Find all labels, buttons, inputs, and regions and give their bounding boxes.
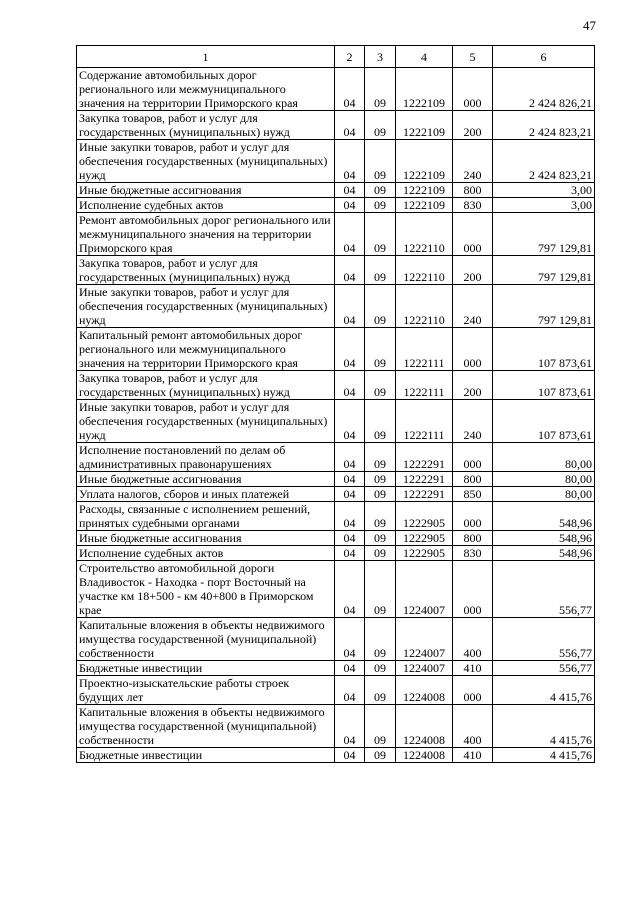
expense-type-code: 200 — [453, 256, 493, 285]
section-code: 04 — [335, 111, 365, 140]
target-article-code: 1224007 — [396, 561, 453, 618]
section-code: 04 — [335, 531, 365, 546]
amount: 797 129,81 — [493, 256, 595, 285]
amount: 4 415,76 — [493, 748, 595, 763]
table-row — [77, 561, 595, 618]
column-header: 4 — [396, 46, 453, 68]
item-name: Капитальные вложения в объекты недвижимого имущества государственной (муниципальной) собственности — [77, 618, 335, 661]
item-name: Иные бюджетные ассигнования — [77, 531, 335, 546]
column-header: 2 — [335, 46, 365, 68]
section-code: 04 — [335, 198, 365, 213]
expense-type-code: 200 — [453, 111, 493, 140]
subsection-code: 09 — [365, 111, 396, 140]
target-article-code: 1222291 — [396, 443, 453, 472]
amount: 548,96 — [493, 546, 595, 561]
expense-type-code: 850 — [453, 487, 493, 502]
column-header: 3 — [365, 46, 396, 68]
table-row — [77, 472, 595, 487]
amount: 3,00 — [493, 198, 595, 213]
subsection-code: 09 — [365, 487, 396, 502]
expense-type-code: 000 — [453, 68, 493, 111]
amount: 2 424 823,21 — [493, 111, 595, 140]
amount: 556,77 — [493, 561, 595, 618]
amount: 548,96 — [493, 502, 595, 531]
item-name: Исполнение судебных актов — [77, 546, 335, 561]
amount: 80,00 — [493, 487, 595, 502]
section-code: 04 — [335, 285, 365, 328]
subsection-code: 09 — [365, 198, 396, 213]
amount: 80,00 — [493, 443, 595, 472]
expense-type-code: 800 — [453, 183, 493, 198]
section-code: 04 — [335, 328, 365, 371]
target-article-code: 1222110 — [396, 213, 453, 256]
column-header: 5 — [453, 46, 493, 68]
table-body — [77, 68, 595, 763]
item-name: Иные закупки товаров, работ и услуг для обеспечения государственных (муниципальных) нужд — [77, 140, 335, 183]
amount: 556,77 — [493, 618, 595, 661]
section-code: 04 — [335, 213, 365, 256]
section-code: 04 — [335, 546, 365, 561]
table-row — [77, 661, 595, 676]
target-article-code: 1222905 — [396, 531, 453, 546]
amount: 2 424 823,21 — [493, 140, 595, 183]
subsection-code: 09 — [365, 561, 396, 618]
table-row — [77, 618, 595, 661]
expense-type-code: 240 — [453, 140, 493, 183]
section-code: 04 — [335, 256, 365, 285]
subsection-code: 09 — [365, 140, 396, 183]
subsection-code: 09 — [365, 705, 396, 748]
table-row — [77, 328, 595, 371]
amount: 80,00 — [493, 472, 595, 487]
subsection-code: 09 — [365, 676, 396, 705]
amount: 3,00 — [493, 183, 595, 198]
subsection-code: 09 — [365, 748, 396, 763]
amount: 2 424 826,21 — [493, 68, 595, 111]
item-name: Содержание автомобильных дорог регионального или межмуниципального значения на территории Приморского края — [77, 68, 335, 111]
subsection-code: 09 — [365, 531, 396, 546]
section-code: 04 — [335, 472, 365, 487]
amount: 548,96 — [493, 531, 595, 546]
subsection-code: 09 — [365, 256, 396, 285]
item-name: Иные бюджетные ассигнования — [77, 183, 335, 198]
expense-type-code: 000 — [453, 561, 493, 618]
table-row — [77, 400, 595, 443]
item-name: Ремонт автомобильных дорог регионального или межмуниципального значения на территории Приморского края — [77, 213, 335, 256]
item-name: Исполнение постановлений по делам об административных правонарушениях — [77, 443, 335, 472]
table-row — [77, 111, 595, 140]
table-row — [77, 531, 595, 546]
section-code: 04 — [335, 140, 365, 183]
expense-type-code: 410 — [453, 748, 493, 763]
target-article-code: 1222905 — [396, 546, 453, 561]
amount: 107 873,61 — [493, 400, 595, 443]
table-row — [77, 140, 595, 183]
amount: 107 873,61 — [493, 328, 595, 371]
section-code: 04 — [335, 400, 365, 443]
table-row — [77, 487, 595, 502]
expense-type-code: 200 — [453, 371, 493, 400]
expense-type-code: 800 — [453, 472, 493, 487]
expense-type-code: 240 — [453, 400, 493, 443]
amount: 797 129,81 — [493, 213, 595, 256]
item-name: Расходы, связанные с исполнением решений, принятых судебными органами — [77, 502, 335, 531]
table-header-row — [77, 46, 595, 68]
section-code: 04 — [335, 487, 365, 502]
item-name: Иные закупки товаров, работ и услуг для обеспечения государственных (муниципальных) нужд — [77, 285, 335, 328]
target-article-code: 1222109 — [396, 68, 453, 111]
item-name: Иные бюджетные ассигнования — [77, 472, 335, 487]
section-code: 04 — [335, 561, 365, 618]
target-article-code: 1222291 — [396, 472, 453, 487]
item-name: Капитальные вложения в объекты недвижимого имущества государственной (муниципальной) собственности — [77, 705, 335, 748]
section-code: 04 — [335, 443, 365, 472]
target-article-code: 1224008 — [396, 676, 453, 705]
table-row — [77, 748, 595, 763]
subsection-code: 09 — [365, 443, 396, 472]
item-name: Закупка товаров, работ и услуг для государственных (муниципальных) нужд — [77, 111, 335, 140]
subsection-code: 09 — [365, 285, 396, 328]
amount: 4 415,76 — [493, 676, 595, 705]
expense-type-code: 410 — [453, 661, 493, 676]
item-name: Капитальный ремонт автомобильных дорог регионального или межмуниципального значения на территории Приморского края — [77, 328, 335, 371]
column-header: 6 — [493, 46, 595, 68]
target-article-code: 1224008 — [396, 748, 453, 763]
section-code: 04 — [335, 661, 365, 676]
subsection-code: 09 — [365, 183, 396, 198]
section-code: 04 — [335, 705, 365, 748]
target-article-code: 1222111 — [396, 328, 453, 371]
column-header: 1 — [77, 46, 335, 68]
table-row — [77, 546, 595, 561]
subsection-code: 09 — [365, 400, 396, 443]
page-number: 47 — [583, 18, 596, 33]
table-row — [77, 256, 595, 285]
section-code: 04 — [335, 502, 365, 531]
expense-type-code: 830 — [453, 546, 493, 561]
expense-type-code: 000 — [453, 328, 493, 371]
item-name: Закупка товаров, работ и услуг для государственных (муниципальных) нужд — [77, 256, 335, 285]
item-name: Иные закупки товаров, работ и услуг для обеспечения государственных (муниципальных) нужд — [77, 400, 335, 443]
table-row — [77, 213, 595, 256]
target-article-code: 1224007 — [396, 661, 453, 676]
expense-type-code: 240 — [453, 285, 493, 328]
expense-type-code: 830 — [453, 198, 493, 213]
expense-type-code: 000 — [453, 443, 493, 472]
item-name: Исполнение судебных актов — [77, 198, 335, 213]
table-row — [77, 371, 595, 400]
section-code: 04 — [335, 618, 365, 661]
table-row — [77, 285, 595, 328]
amount: 797 129,81 — [493, 285, 595, 328]
subsection-code: 09 — [365, 213, 396, 256]
target-article-code: 1222109 — [396, 140, 453, 183]
expense-type-code: 000 — [453, 676, 493, 705]
table-row — [77, 705, 595, 748]
target-article-code: 1222111 — [396, 371, 453, 400]
item-name: Закупка товаров, работ и услуг для государственных (муниципальных) нужд — [77, 371, 335, 400]
expense-type-code: 800 — [453, 531, 493, 546]
subsection-code: 09 — [365, 502, 396, 531]
table-row — [77, 198, 595, 213]
table-row — [77, 443, 595, 472]
section-code: 04 — [335, 183, 365, 198]
expense-type-code: 400 — [453, 618, 493, 661]
item-name: Бюджетные инвестиции — [77, 748, 335, 763]
subsection-code: 09 — [365, 472, 396, 487]
subsection-code: 09 — [365, 546, 396, 561]
expense-type-code: 000 — [453, 502, 493, 531]
target-article-code: 1224007 — [396, 618, 453, 661]
item-name: Проектно-изыскательские работы строек будущих лет — [77, 676, 335, 705]
target-article-code: 1222111 — [396, 400, 453, 443]
section-code: 04 — [335, 68, 365, 111]
expense-type-code: 400 — [453, 705, 493, 748]
target-article-code: 1222109 — [396, 111, 453, 140]
section-code: 04 — [335, 748, 365, 763]
subsection-code: 09 — [365, 371, 396, 400]
expense-type-code: 000 — [453, 213, 493, 256]
table-row — [77, 68, 595, 111]
table-row — [77, 183, 595, 198]
item-name: Уплата налогов, сборов и иных платежей — [77, 487, 335, 502]
subsection-code: 09 — [365, 661, 396, 676]
item-name: Бюджетные инвестиции — [77, 661, 335, 676]
target-article-code: 1224008 — [396, 705, 453, 748]
table-row — [77, 502, 595, 531]
subsection-code: 09 — [365, 618, 396, 661]
target-article-code: 1222905 — [396, 502, 453, 531]
subsection-code: 09 — [365, 68, 396, 111]
target-article-code: 1222291 — [396, 487, 453, 502]
amount: 4 415,76 — [493, 705, 595, 748]
item-name: Строительство автомобильной дороги Владивосток - Находка - порт Восточный на участке км 18+500 - км 40+800 в Приморском крае — [77, 561, 335, 618]
target-article-code: 1222109 — [396, 183, 453, 198]
target-article-code: 1222109 — [396, 198, 453, 213]
table-row — [77, 676, 595, 705]
subsection-code: 09 — [365, 328, 396, 371]
amount: 107 873,61 — [493, 371, 595, 400]
section-code: 04 — [335, 371, 365, 400]
section-code: 04 — [335, 676, 365, 705]
target-article-code: 1222110 — [396, 285, 453, 328]
budget-table — [76, 45, 595, 763]
target-article-code: 1222110 — [396, 256, 453, 285]
amount: 556,77 — [493, 661, 595, 676]
